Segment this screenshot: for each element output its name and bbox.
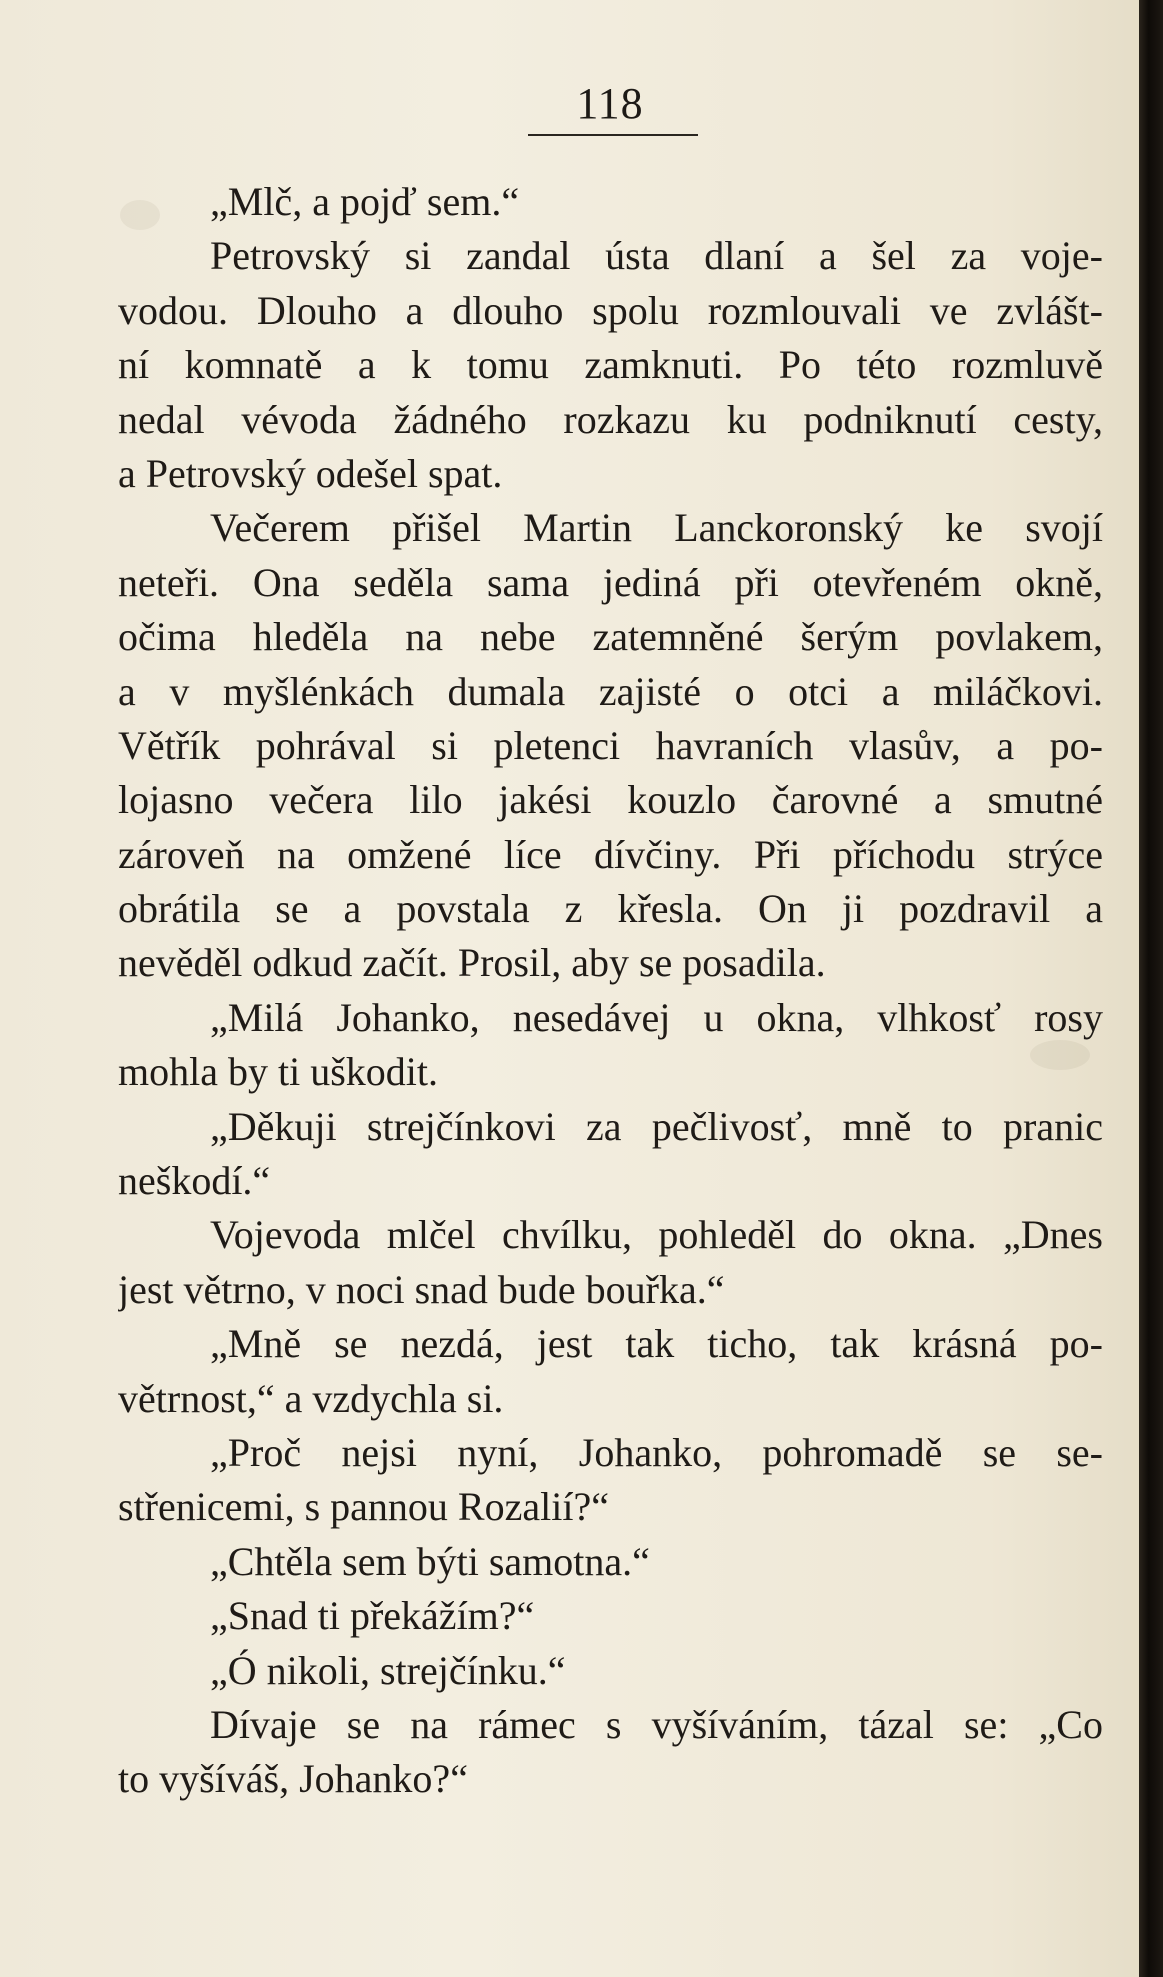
- text-line: neškodí.“: [118, 1158, 271, 1204]
- book-spine: [1139, 0, 1163, 1977]
- text-line: „Proč nejsi nyní, Johanko, pohromadě se se-: [210, 1429, 1103, 1475]
- text-line: Dívaje se na rámec s vyšíváním, tázal se: „Co: [210, 1701, 1103, 1747]
- text-line: střenicemi, s pannou Rozalií?“: [118, 1484, 609, 1530]
- text-line: Vojevoda mlčel chvílku, pohleděl do okna. „Dnes: [210, 1212, 1103, 1258]
- text-line: neteři. Ona seděla sama jediná při otevřeném okně,: [118, 559, 1103, 605]
- text-line: „Děkuji strejčínkovi za pečlivosť, mně to pranic: [210, 1103, 1103, 1149]
- text-line: „Milá Johanko, nesedávej u okna, vlhkosť rosy: [210, 994, 1103, 1040]
- text-line: to vyšíváš, Johanko?“: [118, 1756, 468, 1802]
- page-text: [118, 175, 1103, 1807]
- text-line: „Chtěla sem býti samotna.“: [210, 1538, 650, 1584]
- page-number: 118: [576, 79, 644, 128]
- text-line: zároveň na omžené líce dívčiny. Při příchodu strýce: [118, 831, 1103, 877]
- text-line: a v myšlénkách dumala zajisté o otci a miláčkovi.: [118, 668, 1103, 714]
- text-line: „Mně se nezdá, jest tak ticho, tak krásná po-: [210, 1321, 1103, 1367]
- text-line: a Petrovský odešel spat.: [118, 450, 503, 496]
- text-line: mohla by ti uškodit.: [118, 1049, 438, 1095]
- text-line: obrátila se a povstala z křesla. On ji pozdravil a: [118, 886, 1103, 932]
- text-line: větrnost,“ a vzdychla si.: [118, 1375, 504, 1421]
- text-line: nedal vévoda žádného rozkazu ku podniknutí cesty,: [118, 396, 1103, 442]
- text-line: nevěděl odkud začít. Prosil, aby se posadila.: [118, 940, 826, 986]
- page-number-rule: [528, 134, 698, 136]
- text-line: Večerem přišel Martin Lanckoronský ke svojí: [210, 505, 1103, 551]
- text-line: Větřík pohrával si pletenci havraních vlasův, a po-: [118, 722, 1103, 768]
- text-line: lojasno večera lilo jakési kouzlo čarovné a smutné: [118, 777, 1103, 823]
- text-line: „Ó nikoli, strejčínku.“: [210, 1647, 566, 1693]
- text-line: „Mlč, a pojď sem.“: [210, 179, 520, 224]
- text-line: jest větrno, v noci snad bude bouřka.“: [118, 1266, 725, 1312]
- text-line: očima hleděla na nebe zatemněné šerým povlakem,: [118, 614, 1103, 660]
- text-line: vodou. Dlouho a dlouho spolu rozmlouvali ve zvlášt-: [118, 287, 1103, 333]
- text-line: „Snad ti překážím?“: [210, 1593, 535, 1639]
- text-line: Petrovský si zandal ústa dlaní a šel za voje-: [210, 233, 1103, 279]
- text-line: ní komnatě a k tomu zamknuti. Po této rozmluvě: [118, 342, 1103, 388]
